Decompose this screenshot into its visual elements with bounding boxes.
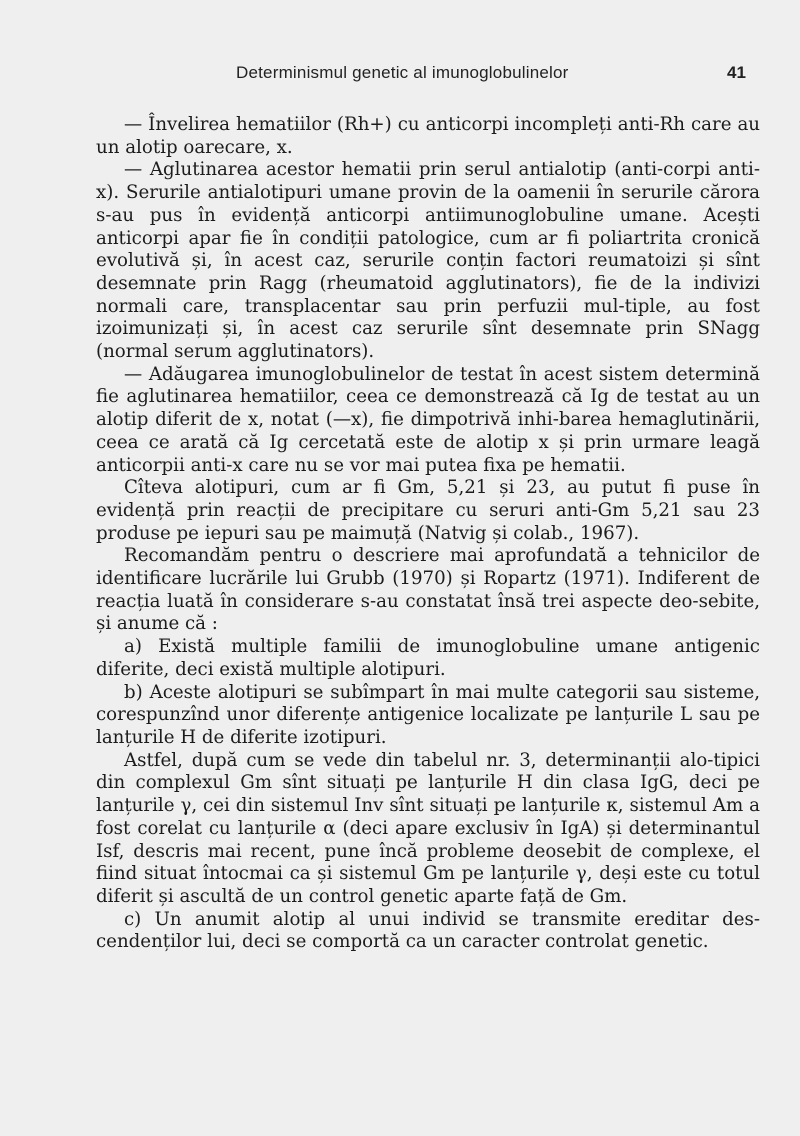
paragraph-1: — Învelirea hematiilor (Rh+) cu anticorpi incompleți anti-Rh care au un alotip oarecare, x. — [96, 114, 760, 158]
paragraph-8: Astfel, după cum se vede din tabelul nr. 3, determinanții alo-tipici din complexul Gm sînt situați pe lanțurile H din clasa IgG, deci pe lanțurile γ, cei din sistemul Inv sînt situați pe lanțurile κ, sistemul Am a fost corelat cu lanțurile α (deci apare exclusiv în IgA) și determinantul Isf, descris mai recent, pune încă probleme deosebit de complexe, el fiind situat întocmai ca și sistemul Gm pe lanțurile γ, deși este cu totul diferit și ascultă de un control genetic aparte față de Gm. — [96, 749, 760, 907]
running-header — [236, 63, 756, 89]
paragraph-7: b) Aceste alotipuri se subîmpart în mai multe categorii sau sisteme, corespunzînd unor diferențe antigenice localizate pe lanțurile L sau pe lanțurile H de diferite izotipuri. — [96, 681, 760, 748]
page-number: 41 — [727, 63, 746, 82]
paragraph-9: c) Un anumit alotip al unui individ se transmite ereditar des-cendenților lui, deci se comportă ca un caracter controlat genetic. — [96, 908, 760, 953]
paragraph-3: — Adăugarea imunoglobulinelor de testat în acest sistem determină fie aglutinarea hematiilor, ceea ce demonstrează că Ig de testat au un alotip diferit de x, notat (—x), fie dimpotrivă inhi-barea hemaglutinării, ceea ce arată că Ig cercetată este de alotip x și prin urmare leagă anticorpii anti-x care nu se vor mai putea fixa pe hematii. — [96, 363, 760, 476]
paragraph-6: a) Există multiple familii de imunoglobuline umane antigenic diferite, deci există multiple alotipuri. — [96, 636, 760, 680]
running-title: Determinismul genetic al imunoglobulinelor — [236, 63, 569, 82]
paragraph-4: Cîteva alotipuri, cum ar fi Gm, 5,21 și 23, au putut fi puse în evidență prin reacții de precipitare cu seruri anti-Gm 5,21 sau 23 produse pe iepuri sau pe maimuță (Natvig și colab., 1967). — [96, 477, 760, 544]
body-text — [96, 114, 760, 954]
paragraph-5: Recomandăm pentru o descriere mai aprofundată a tehnicilor de identificare lucrările lui Grubb (1970) și Ropartz (1971). Indiferent de reacția luată în considerare s-au constatat însă trei aspecte deo-sebite, și anume că : — [96, 545, 760, 635]
paragraph-2: — Aglutinarea acestor hematii prin serul antialotip (anti-corpi anti-x). Serurile antialotipuri umane provin de la oamenii în serurile cărora s-au pus în evidență anticorpi antiimunoglobuline umane. Acești anticorpi apar fie în condiții patologice, cum ar fi poliartrita cronică evolutivă și, în acest caz, serurile conțin factori reumatoizi și sînt desemnate prin Ragg (rheumatoid agglutinators), fie de la indivizi normali care, transplacentar sau prin perfuzii mul-tiple, au fost izoimunizați și, în acest caz serurile sînt desemnate prin SNagg (normal serum agglutinators). — [96, 159, 760, 363]
